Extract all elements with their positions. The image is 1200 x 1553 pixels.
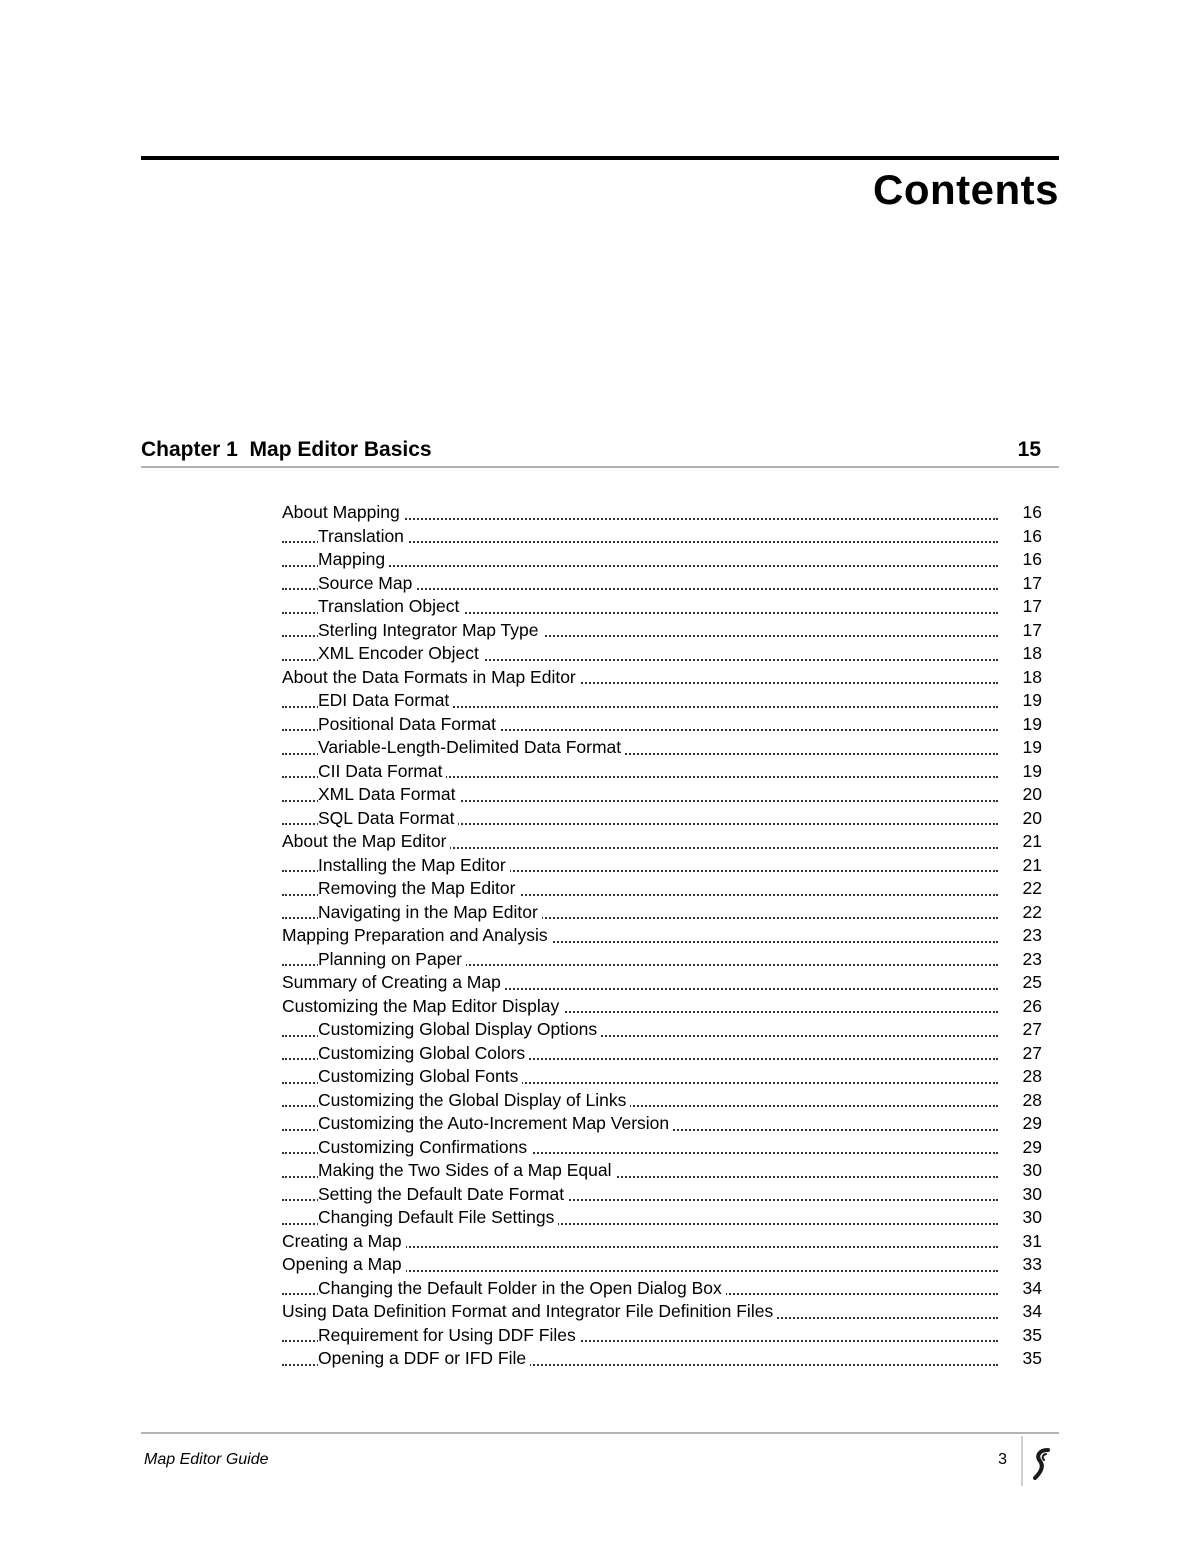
toc-entry-label: Mapping Preparation and Analysis bbox=[282, 925, 552, 945]
toc-entry-page-number: 26 bbox=[1002, 995, 1042, 1019]
toc-entry-label: Summary of Creating a Map bbox=[282, 972, 505, 992]
toc-entry-page-number: 19 bbox=[1002, 736, 1042, 760]
toc-entry-page-number: 16 bbox=[1002, 548, 1042, 572]
toc-entry-label: Customizing the Global Display of Links bbox=[318, 1090, 630, 1110]
toc-dot-leader bbox=[282, 565, 998, 567]
toc-entry-label: Customizing the Map Editor Display bbox=[282, 996, 563, 1016]
footer-page-number: 3 bbox=[998, 1451, 1007, 1468]
toc-entry-page-number: 25 bbox=[1002, 971, 1042, 995]
toc-entry-label: Setting the Default Date Format bbox=[318, 1184, 568, 1204]
toc-entry-label: About the Data Formats in Map Editor bbox=[282, 667, 580, 687]
toc-entry-label: Customizing Global Colors bbox=[318, 1043, 529, 1063]
toc-entry[interactable] bbox=[282, 666, 1042, 690]
toc-entry-label: XML Encoder Object bbox=[318, 643, 483, 663]
toc-entry-page-number: 34 bbox=[1002, 1277, 1042, 1301]
toc-entry-page-number: 28 bbox=[1002, 1089, 1042, 1113]
toc-entry[interactable] bbox=[282, 1230, 1042, 1254]
toc-entry[interactable] bbox=[282, 736, 1042, 760]
toc-entry-label: Customizing Global Display Options bbox=[318, 1019, 601, 1039]
toc-entry[interactable] bbox=[282, 995, 1042, 1019]
toc-entry[interactable] bbox=[282, 1206, 1042, 1230]
toc-entry[interactable] bbox=[282, 1300, 1042, 1324]
toc-entry[interactable] bbox=[282, 619, 1042, 643]
toc-entry[interactable] bbox=[282, 1347, 1042, 1371]
toc-entry-label: Mapping bbox=[318, 549, 389, 569]
toc-entry-page-number: 20 bbox=[1002, 783, 1042, 807]
toc-entry-label: SQL Data Format bbox=[318, 808, 458, 828]
toc-entry-page-number: 18 bbox=[1002, 642, 1042, 666]
toc-entry[interactable] bbox=[282, 807, 1042, 831]
toc-entry-page-number: 22 bbox=[1002, 877, 1042, 901]
toc-entry-page-number: 21 bbox=[1002, 854, 1042, 878]
toc-entry[interactable] bbox=[282, 948, 1042, 972]
toc-entry[interactable] bbox=[282, 1065, 1042, 1089]
toc-entry-page-number: 33 bbox=[1002, 1253, 1042, 1277]
toc-entry-page-number: 28 bbox=[1002, 1065, 1042, 1089]
toc-entry[interactable] bbox=[282, 924, 1042, 948]
toc-entry-page-number: 18 bbox=[1002, 666, 1042, 690]
toc-entry-label: About Mapping bbox=[282, 502, 404, 522]
toc-entry[interactable] bbox=[282, 1277, 1042, 1301]
toc-entry-page-number: 19 bbox=[1002, 689, 1042, 713]
toc-entry[interactable] bbox=[282, 854, 1042, 878]
toc-entry-label: Installing the Map Editor bbox=[318, 855, 510, 875]
toc-entry-page-number: 30 bbox=[1002, 1206, 1042, 1230]
toc-entry-page-number: 17 bbox=[1002, 595, 1042, 619]
toc-entry-label: Opening a DDF or IFD File bbox=[318, 1348, 530, 1368]
toc-entry[interactable] bbox=[282, 760, 1042, 784]
toc-entry-page-number: 16 bbox=[1002, 525, 1042, 549]
toc-entry-page-number: 21 bbox=[1002, 830, 1042, 854]
toc-entry-label: Customizing Global Fonts bbox=[318, 1066, 522, 1086]
toc-entry[interactable] bbox=[282, 689, 1042, 713]
toc-entry-label: Positional Data Format bbox=[318, 714, 500, 734]
toc-entry[interactable] bbox=[282, 525, 1042, 549]
toc-entry[interactable] bbox=[282, 1136, 1042, 1160]
footer-title: Map Editor Guide bbox=[144, 1451, 269, 1468]
toc-entry-page-number: 19 bbox=[1002, 713, 1042, 737]
toc-entry[interactable] bbox=[282, 1159, 1042, 1183]
toc-entry[interactable] bbox=[282, 830, 1042, 854]
toc-entry-label: Opening a Map bbox=[282, 1254, 406, 1274]
toc-entry-label: EDI Data Format bbox=[318, 690, 453, 710]
toc-entry-label: Navigating in the Map Editor bbox=[318, 902, 542, 922]
chapter-heading[interactable] bbox=[141, 436, 1059, 466]
toc-entry-page-number: 20 bbox=[1002, 807, 1042, 831]
toc-entry-page-number: 29 bbox=[1002, 1136, 1042, 1160]
toc-entry-label: Removing the Map Editor bbox=[318, 878, 519, 898]
toc-entry-page-number: 35 bbox=[1002, 1324, 1042, 1348]
toc-entry-label: Changing Default File Settings bbox=[318, 1207, 558, 1227]
chapter-page-number: 15 bbox=[1017, 438, 1041, 461]
toc-entry-label: CII Data Format bbox=[318, 761, 446, 781]
toc-entry-label: Planning on Paper bbox=[318, 949, 466, 969]
toc-entry[interactable] bbox=[282, 1018, 1042, 1042]
toc-entry[interactable] bbox=[282, 971, 1042, 995]
toc-entry-page-number: 19 bbox=[1002, 760, 1042, 784]
chapter-rule bbox=[141, 466, 1059, 468]
toc-entry[interactable] bbox=[282, 501, 1042, 525]
toc-entry[interactable] bbox=[282, 1042, 1042, 1066]
toc-entry-label: Translation bbox=[318, 526, 408, 546]
toc-entry-label: Variable-Length-Delimited Data Format bbox=[318, 737, 625, 757]
toc-entry-label: Sterling Integrator Map Type bbox=[318, 620, 543, 640]
toc-entry[interactable] bbox=[282, 783, 1042, 807]
footer-divider bbox=[1021, 1436, 1023, 1486]
toc-entry[interactable] bbox=[282, 1089, 1042, 1113]
toc-entry[interactable] bbox=[282, 548, 1042, 572]
toc-entry[interactable] bbox=[282, 642, 1042, 666]
toc-entry-label: Requirement for Using DDF Files bbox=[318, 1325, 580, 1345]
toc-entry-page-number: 23 bbox=[1002, 948, 1042, 972]
toc-entry-label: XML Data Format bbox=[318, 784, 459, 804]
toc-entry-label: Customizing Confirmations bbox=[318, 1137, 531, 1157]
toc-entry-page-number: 23 bbox=[1002, 924, 1042, 948]
toc-entry-page-number: 16 bbox=[1002, 501, 1042, 525]
toc-entry-label: Using Data Definition Format and Integrator File Definition Files bbox=[282, 1301, 777, 1321]
toc-entry-page-number: 27 bbox=[1002, 1042, 1042, 1066]
toc-entry[interactable] bbox=[282, 1112, 1042, 1136]
toc-entry[interactable] bbox=[282, 572, 1042, 596]
toc-entry-page-number: 30 bbox=[1002, 1183, 1042, 1207]
toc-entry-label: Translation Object bbox=[318, 596, 463, 616]
toc-entry-label: Source Map bbox=[318, 573, 416, 593]
toc-entry[interactable] bbox=[282, 901, 1042, 925]
toc-entry-label: Changing the Default Folder in the Open Dialog Box bbox=[318, 1278, 726, 1298]
toc-entry-page-number: 17 bbox=[1002, 572, 1042, 596]
toc-entry[interactable] bbox=[282, 1183, 1042, 1207]
toc-entry[interactable] bbox=[282, 595, 1042, 619]
toc-entry[interactable] bbox=[282, 713, 1042, 737]
toc-entry-page-number: 34 bbox=[1002, 1300, 1042, 1324]
toc-entry-label: Creating a Map bbox=[282, 1231, 406, 1251]
sterling-logo-icon bbox=[1031, 1448, 1053, 1480]
toc-entry-page-number: 30 bbox=[1002, 1159, 1042, 1183]
toc-entry-label: About the Map Editor bbox=[282, 831, 450, 851]
toc-entry-page-number: 17 bbox=[1002, 619, 1042, 643]
page-title: Contents bbox=[873, 166, 1059, 213]
toc-entry-label: Customizing the Auto-Increment Map Version bbox=[318, 1113, 673, 1133]
toc-entry[interactable] bbox=[282, 1324, 1042, 1348]
toc-entry-label: Making the Two Sides of a Map Equal bbox=[318, 1160, 615, 1180]
toc-list bbox=[282, 501, 1042, 1371]
toc-entry-page-number: 29 bbox=[1002, 1112, 1042, 1136]
title-rule bbox=[141, 156, 1059, 160]
toc-entry[interactable] bbox=[282, 1253, 1042, 1277]
chapter-title: Chapter 1 Map Editor Basics bbox=[141, 438, 432, 461]
toc-entry[interactable] bbox=[282, 877, 1042, 901]
footer-rule bbox=[141, 1432, 1059, 1434]
toc-entry-page-number: 35 bbox=[1002, 1347, 1042, 1371]
toc-entry-page-number: 22 bbox=[1002, 901, 1042, 925]
toc-entry-page-number: 31 bbox=[1002, 1230, 1042, 1254]
toc-entry-page-number: 27 bbox=[1002, 1018, 1042, 1042]
